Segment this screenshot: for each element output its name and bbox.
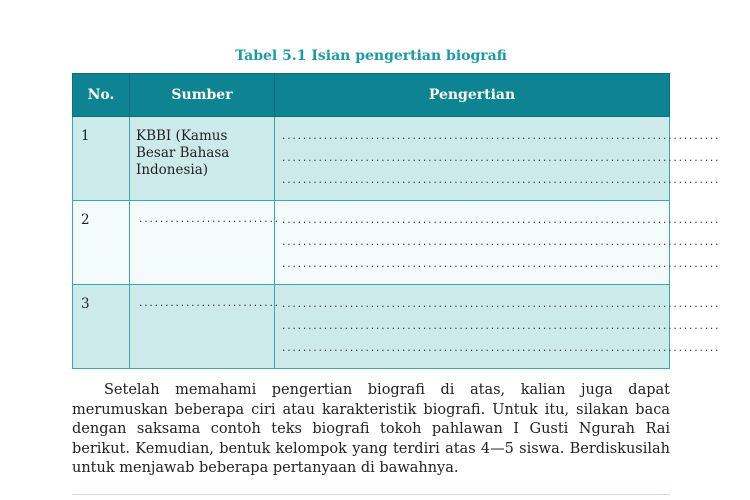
body-paragraph: Setelah memahami pengertian biografi di atas, kalian juga dapat merumuskan beberapa ciri atau karakteristik biografi. Untuk itu, silakan baca dengan saksama contoh teks biografi tokoh pahlawan I Gusti Ngurah Rai berikut. Kemudian, bentuk kelompok yang terdiri atas 4—5 siswa. Berdiskusilah untuk menjawab beberapa pertanyaan di bawahnya. [72, 382, 670, 476]
row-number-cell [73, 117, 130, 201]
row-number-cell [73, 285, 130, 369]
table-row [73, 117, 670, 201]
sumber-text: KBBI (Kamus Besar Bahasa Indonesia) [136, 128, 230, 178]
table-header-row [73, 74, 670, 117]
table-caption: Tabel 5.1 Isian pengertian biografi [235, 48, 507, 64]
table-row [73, 285, 670, 369]
fill-in-line[interactable]: .................................................................................... [281, 322, 720, 332]
row-number-cell [73, 201, 130, 285]
pengertian-cell [275, 201, 720, 285]
row-number: 1 [81, 128, 90, 144]
sumber-cell [130, 201, 279, 285]
fill-in-line[interactable]: .................................................................................... [281, 300, 720, 310]
sumber-fill-in-line[interactable]: ........................... [138, 215, 279, 225]
pengertian-cell [275, 117, 720, 201]
header-pengertian: Pengertian [275, 74, 670, 117]
fill-in-line[interactable]: .................................................................................... [281, 344, 720, 354]
fill-in-line[interactable]: .................................................................................... [281, 216, 720, 226]
fill-in-line[interactable]: .................................................................................... [281, 154, 720, 164]
fill-in-line[interactable]: .................................................................................... [281, 238, 720, 248]
row-number: 3 [81, 296, 90, 312]
pengertian-cell [275, 285, 720, 369]
fill-in-line[interactable]: .................................................................................... [281, 176, 720, 186]
sumber-cell [130, 117, 275, 201]
header-sumber: Sumber [130, 74, 275, 117]
fill-in-line[interactable]: .................................................................................... [281, 260, 720, 270]
fill-in-line[interactable]: .................................................................................... [281, 132, 720, 142]
row-number: 2 [81, 212, 90, 228]
page-divider [72, 494, 670, 495]
sumber-fill-in-line[interactable]: ........................... [138, 299, 279, 309]
sumber-cell [130, 285, 279, 369]
table-row [73, 201, 670, 285]
biography-table [72, 73, 720, 369]
header-no: No. [73, 74, 130, 117]
